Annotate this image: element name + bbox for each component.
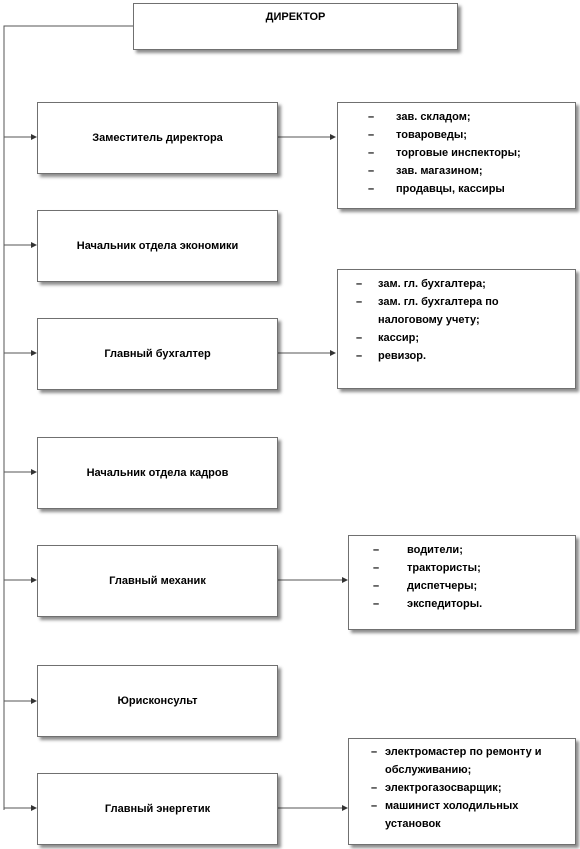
role-legal-counsel: [37, 665, 278, 737]
list-item: – водители;: [373, 541, 575, 559]
list-item: – товароведы;: [368, 126, 575, 144]
list-item: – продавцы, кассиры: [368, 180, 575, 198]
role-chief-energetic: [37, 773, 278, 845]
role-label: Главный энергетик: [104, 803, 211, 815]
role-hr-head: [37, 437, 278, 509]
role-label: Главный механик: [109, 575, 206, 587]
director-label: ДИРЕКТОР: [265, 11, 326, 23]
role-label: Главный бухгалтер: [104, 348, 211, 360]
accountant-subordinates-box: [337, 269, 576, 389]
list-dash: –: [368, 147, 375, 159]
list-dash: –: [356, 350, 363, 362]
list-item: – зав. магазином;: [368, 162, 575, 180]
list-dash: –: [371, 746, 378, 758]
list-dash: –: [373, 544, 380, 556]
role-label: Начальник отдела экономики: [76, 240, 239, 252]
list-dash: –: [373, 598, 380, 610]
list-item: – зам. гл. бухгалтера;: [356, 275, 575, 293]
list-dash: –: [356, 278, 363, 290]
energetic-subordinates-list: [371, 743, 575, 833]
accountant-subordinates-list: [356, 275, 575, 365]
list-dash: –: [368, 111, 375, 123]
list-dash: –: [373, 562, 380, 574]
role-chief-mechanic: [37, 545, 278, 617]
deputy-subordinates-list: [368, 108, 575, 198]
list-dash: –: [356, 296, 363, 308]
list-dash: –: [356, 332, 363, 344]
energetic-subordinates-box: [348, 738, 576, 845]
director-box: [133, 3, 458, 50]
list-dash: –: [368, 183, 375, 195]
list-item: – электрогазосварщик;: [371, 779, 575, 797]
list-item: – экспедиторы.: [373, 595, 575, 613]
list-item: – машинист холодильных установок: [371, 797, 545, 833]
list-item: – зам. гл. бухгалтера по налоговому учету;: [356, 293, 538, 329]
role-label: Начальник отдела кадров: [86, 467, 229, 479]
list-dash: –: [368, 129, 375, 141]
role-economics-head: [37, 210, 278, 282]
mechanic-subordinates-list: [373, 541, 575, 613]
mechanic-subordinates-box: [348, 535, 576, 630]
list-dash: –: [371, 800, 378, 812]
list-dash: –: [373, 580, 380, 592]
role-label: Юрисконсульт: [117, 695, 198, 707]
role-label: Заместитель директора: [92, 132, 223, 144]
role-deputy-director: [37, 102, 278, 174]
deputy-subordinates-box: [337, 102, 576, 209]
list-item: – зав. складом;: [368, 108, 575, 126]
role-chief-accountant: [37, 318, 278, 390]
list-item: – электромастер по ремонту и обслуживанию;: [371, 743, 575, 779]
list-item: – кассир;: [356, 329, 575, 347]
list-dash: –: [368, 165, 375, 177]
list-dash: –: [371, 782, 378, 794]
list-item: – ревизор.: [356, 347, 575, 365]
list-item: – трактористы;: [373, 559, 575, 577]
list-item: – торговые инспекторы;: [368, 144, 575, 162]
list-item: – диспетчеры;: [373, 577, 575, 595]
